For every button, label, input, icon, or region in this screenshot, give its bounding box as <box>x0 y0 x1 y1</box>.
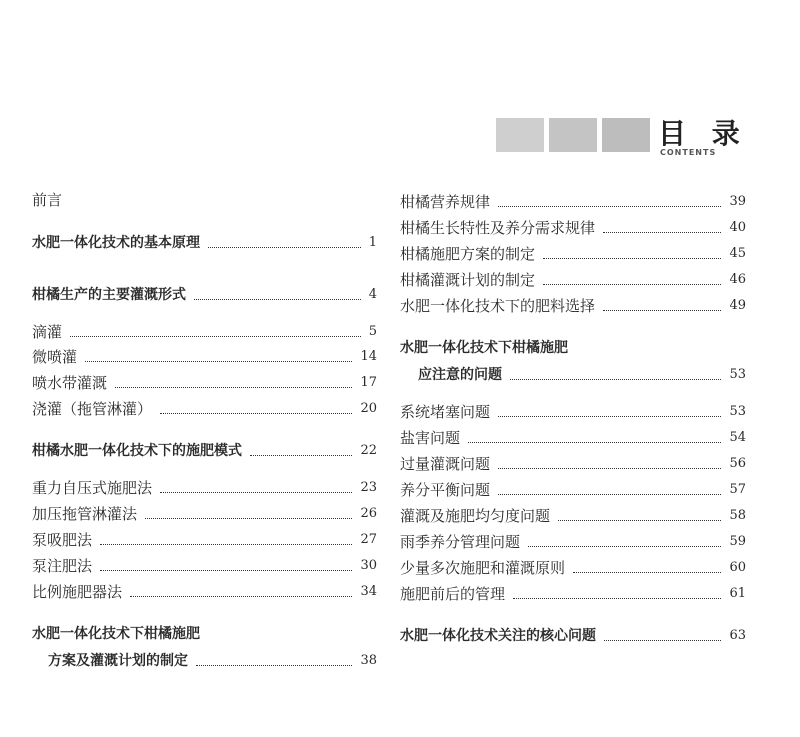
toc-page-number: 23 <box>360 479 377 495</box>
toc-entry[interactable] <box>48 649 377 671</box>
toc-entry[interactable] <box>400 504 746 526</box>
toc-entry[interactable] <box>400 624 746 646</box>
leader-dots <box>208 246 361 248</box>
toc-page-number: 5 <box>368 323 377 339</box>
toc-entry-text: 水肥一体化技术关注的核心问题 <box>400 628 596 644</box>
toc-header <box>646 112 746 162</box>
toc-entry-preface[interactable] <box>32 188 372 210</box>
toc-entry[interactable] <box>418 363 746 385</box>
toc-entry-text: 泵注肥法 <box>32 556 93 575</box>
toc-entry-text: 柑橘生长特性及养分需求规律 <box>400 218 596 237</box>
toc-page-number: 14 <box>360 348 377 364</box>
leader-dots <box>604 639 721 641</box>
leader-dots <box>543 283 721 285</box>
toc-entry[interactable] <box>32 528 377 550</box>
decorative-block <box>496 118 544 152</box>
leader-dots <box>85 360 352 362</box>
toc-page-number: 1 <box>368 234 377 250</box>
toc-page-number: 63 <box>729 627 746 643</box>
toc-entry-text: 施肥前后的管理 <box>400 584 506 603</box>
leader-dots <box>513 597 721 599</box>
leader-dots <box>510 378 721 380</box>
toc-page-number: 54 <box>729 429 746 445</box>
toc-entry[interactable] <box>400 294 746 316</box>
leader-dots <box>498 493 721 495</box>
toc-entry-text: 微喷灌 <box>32 347 78 366</box>
toc-entry-text: 过量灌溉问题 <box>400 454 491 473</box>
toc-entry-text: 柑橘灌溉计划的制定 <box>400 270 536 289</box>
toc-entry[interactable] <box>400 452 746 474</box>
toc-entry[interactable] <box>400 242 746 264</box>
leader-dots <box>160 412 352 414</box>
toc-page-number: 53 <box>729 403 746 419</box>
decorative-block <box>549 118 597 152</box>
toc-entry[interactable] <box>400 478 746 500</box>
leader-dots <box>498 467 721 469</box>
leader-dots <box>115 386 352 388</box>
toc-entry[interactable] <box>32 320 377 342</box>
toc-entry[interactable] <box>32 502 377 524</box>
toc-entry[interactable] <box>32 580 377 602</box>
leader-dots <box>468 441 721 443</box>
toc-page-number: 22 <box>360 442 377 458</box>
toc-entry[interactable] <box>400 400 746 422</box>
toc-entry[interactable] <box>32 397 377 419</box>
toc-entry-text: 柑橘营养规律 <box>400 192 491 211</box>
toc-page-number: 53 <box>729 366 746 382</box>
toc-page-number: 58 <box>729 507 746 523</box>
toc-entry[interactable] <box>400 530 746 552</box>
leader-dots <box>498 415 721 417</box>
toc-entry-text: 水肥一体化技术的基本原理 <box>32 235 200 251</box>
toc-page-number: 26 <box>360 505 377 521</box>
toc-entry-text: 前言 <box>32 190 63 209</box>
toc-entry-text: 浇灌（拖管淋灌） <box>32 399 153 418</box>
leader-dots <box>100 569 352 571</box>
toc-entry-heading-line <box>32 622 377 644</box>
leader-dots <box>196 664 352 666</box>
toc-entry-text: 比例施肥器法 <box>32 582 123 601</box>
toc-entry-text: 水肥一体化技术下的肥料选择 <box>400 296 596 315</box>
leader-dots <box>558 519 721 521</box>
toc-entry-text: 应注意的问题 <box>418 367 502 383</box>
toc-page-number: 34 <box>360 583 377 599</box>
toc-page-number: 27 <box>360 531 377 547</box>
toc-entry-text: 雨季养分管理问题 <box>400 532 521 551</box>
toc-entry[interactable] <box>400 426 746 448</box>
toc-entry-text: 方案及灌溉计划的制定 <box>48 653 188 669</box>
toc-entry-text: 盐害问题 <box>400 428 461 447</box>
toc-entry[interactable] <box>32 283 377 305</box>
leader-dots <box>603 309 721 311</box>
leader-dots <box>543 257 721 259</box>
leader-dots <box>160 491 352 493</box>
page-title: 目 录 <box>658 117 748 150</box>
toc-entry[interactable] <box>32 476 377 498</box>
leader-dots <box>145 517 352 519</box>
leader-dots <box>70 335 361 337</box>
toc-entry[interactable] <box>32 345 377 367</box>
toc-entry-text: 柑橘施肥方案的制定 <box>400 244 536 263</box>
leader-dots <box>528 545 721 547</box>
toc-entry-text: 少量多次施肥和灌溉原则 <box>400 558 566 577</box>
toc-page-number: 49 <box>729 297 746 313</box>
toc-entry-text: 泵吸肥法 <box>32 530 93 549</box>
toc-page-number: 4 <box>368 286 377 302</box>
toc-page-number: 59 <box>729 533 746 549</box>
toc-page-number: 57 <box>729 481 746 497</box>
leader-dots <box>603 231 721 233</box>
toc-page-number: 39 <box>729 193 746 209</box>
leader-dots <box>194 298 361 300</box>
toc-page-number: 20 <box>360 400 377 416</box>
leader-dots <box>573 571 721 573</box>
toc-entry[interactable] <box>32 439 377 461</box>
toc-entry[interactable] <box>400 216 746 238</box>
toc-page-number: 60 <box>729 559 746 575</box>
decorative-block <box>602 118 650 152</box>
leader-dots <box>250 454 352 456</box>
toc-page-number: 45 <box>729 245 746 261</box>
toc-entry-text: 养分平衡问题 <box>400 480 491 499</box>
leader-dots <box>130 595 352 597</box>
toc-entry[interactable] <box>400 268 746 290</box>
toc-entry-text: 滴灌 <box>32 322 63 341</box>
toc-entry-text: 灌溉及施肥均匀度问题 <box>400 506 551 525</box>
toc-entry-text: 喷水带灌溉 <box>32 373 108 392</box>
leader-dots <box>100 543 352 545</box>
toc-entry-text: 水肥一体化技术下柑橘施肥 <box>32 626 200 642</box>
toc-entry-text: 柑橘生产的主要灌溉形式 <box>32 287 186 303</box>
toc-entry[interactable] <box>32 554 377 576</box>
toc-entry[interactable] <box>32 371 377 393</box>
toc-entry-text: 加压拖管淋灌法 <box>32 504 138 523</box>
toc-page-number: 61 <box>729 585 746 601</box>
toc-entry[interactable] <box>400 582 746 604</box>
toc-entry[interactable] <box>32 231 377 253</box>
toc-entry[interactable] <box>400 556 746 578</box>
toc-entry-heading-line <box>400 336 746 358</box>
leader-dots <box>498 205 721 207</box>
toc-entry-text: 水肥一体化技术下柑橘施肥 <box>400 340 568 356</box>
toc-page-number: 30 <box>360 557 377 573</box>
toc-entry[interactable] <box>400 190 746 212</box>
toc-page-number: 46 <box>729 271 746 287</box>
toc-page-number: 17 <box>360 374 377 390</box>
toc-page-number: 38 <box>360 652 377 668</box>
toc-page-number: 56 <box>729 455 746 471</box>
toc-entry-text: 柑橘水肥一体化技术下的施肥模式 <box>32 443 242 459</box>
toc-page-number: 40 <box>729 219 746 235</box>
page-subtitle: CONTENTS <box>660 148 717 157</box>
toc-entry-text: 重力自压式施肥法 <box>32 478 153 497</box>
toc-entry-text: 系统堵塞问题 <box>400 402 491 421</box>
